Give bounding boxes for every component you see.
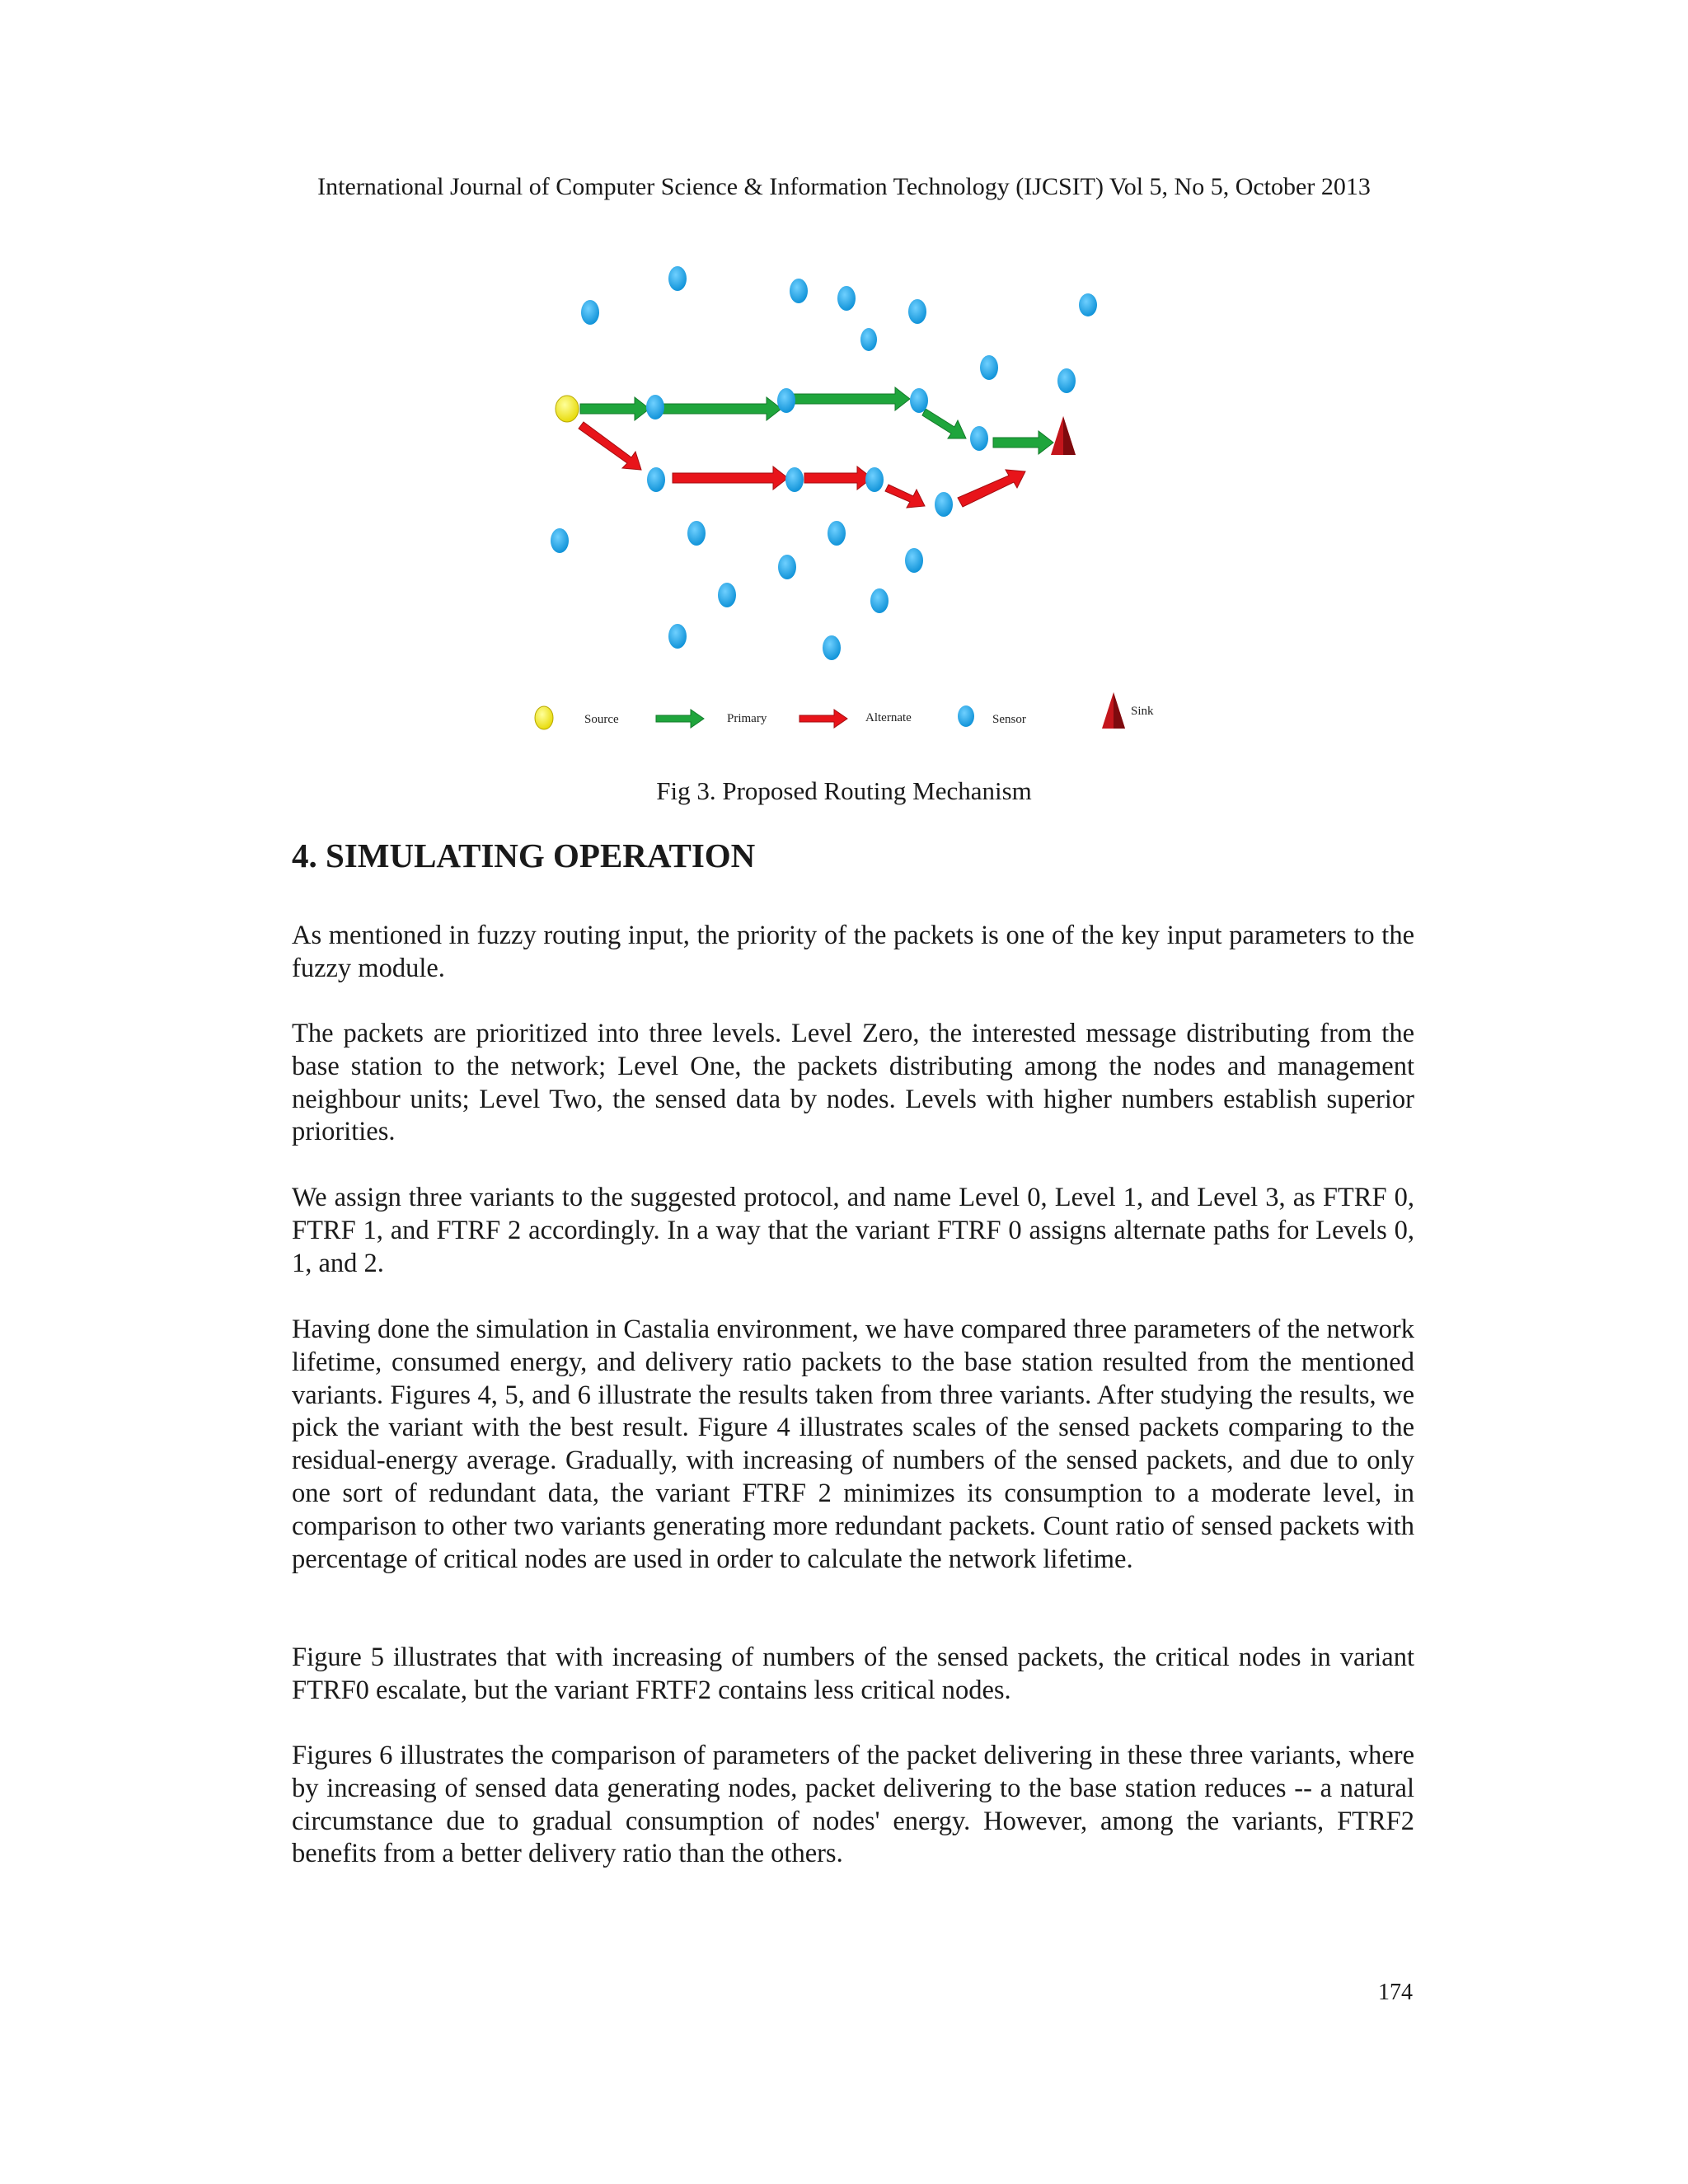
alternate-legend-arrow — [799, 710, 847, 728]
alternate-arrow — [673, 466, 788, 490]
alternate-arrow — [804, 466, 872, 490]
sensor-node — [865, 467, 884, 492]
sensor-node — [646, 395, 664, 419]
page-number: 174 — [1378, 1980, 1413, 2005]
legend-sink-label: Sink — [1131, 705, 1154, 718]
sensor-node — [980, 355, 998, 380]
sensor-node — [551, 528, 569, 553]
journal-header: International Journal of Computer Science & Information Technology (IJCSIT) Vol 5, No 5, October 2013 — [317, 173, 1371, 200]
sensor-node — [790, 279, 808, 303]
sensor-node — [860, 328, 877, 351]
paragraph: As mentioned in fuzzy routing input, the priority of the packets is one of the key input parameters to the fuzzy module. — [292, 921, 1414, 983]
sensor-node — [785, 467, 804, 492]
sensor-node — [668, 266, 687, 291]
sensor-node — [778, 555, 796, 579]
sensor-node — [823, 635, 841, 660]
sensor-node — [647, 467, 665, 492]
paragraph: The packets are prioritized into three levels. Level Zero, the interested message distributing from the base station to the network; Level One, the packets distributing among the nodes and management neighbour units; Level Two, the sensed data by nodes. Levels with higher numbers establish superior priorities. — [292, 1019, 1414, 1147]
alternate-arrow — [579, 422, 641, 470]
paragraph: We assign three variants to the suggested protocol, and name Level 0, Level 1, and Level 3, as FTRF 0, FTRF 1, and FTRF 2 accordingly. In a way that the variant FTRF 0 assigns alternate paths for Levels 0, 1, and 2. — [292, 1183, 1414, 1278]
primary-arrow — [922, 409, 966, 438]
sensor-node — [828, 521, 846, 546]
sensor-node — [910, 388, 928, 413]
alternate-arrow — [958, 470, 1025, 507]
primary-legend-arrow — [656, 710, 704, 728]
routing-mechanism-figure — [511, 247, 1170, 742]
sensor-node — [970, 426, 988, 451]
sensor-node — [1079, 293, 1097, 316]
legend-primary-label: Primary — [727, 712, 767, 725]
sensor-node — [777, 388, 795, 413]
sink-node — [1051, 416, 1076, 455]
sensor-node — [935, 492, 953, 517]
sensor-node — [905, 548, 923, 573]
paragraph: Having done the simulation in Castalia environment, we have compared three parameters of the network lifetime, consumed energy, and delivery ratio packets to the base station resulted from the mentioned variants. Figures 4, 5, and 6 illustrate the results taken from three variants. After studying the results, we pick the variant with the best result. Figure 4 illustrates scales of the sensed packets comparing to the residual-energy average. Gradually, with increasing of numbers of the sensed packets, and due to only one sort of redundant data, the variant FTRF 2 minimizes its consumption to a moderate level, in comparison to other two variants generating more redundant packets. Count ratio of sensed packets with percentage of critical nodes are used in order to calculate the network lifetime. — [292, 1315, 1414, 1574]
sensor-node — [1057, 368, 1076, 393]
primary-arrow — [993, 431, 1053, 454]
sensor-node — [687, 521, 706, 546]
legend-alternate-label: Alternate — [865, 711, 912, 724]
figure-legend — [535, 692, 1154, 729]
legend-sensor-label: Sensor — [992, 713, 1026, 726]
legend-source-label: Source — [584, 713, 619, 726]
sensor-node — [837, 286, 856, 311]
source-legend-icon — [535, 706, 553, 729]
primary-arrow — [663, 397, 781, 420]
sensor-legend-icon — [958, 705, 974, 727]
sensor-node — [668, 624, 687, 649]
sensor-node — [581, 300, 599, 325]
alternate-arrow — [885, 485, 925, 508]
paragraph: Figures 6 illustrates the comparison of parameters of the packet delivering in these three variants, where by increasing of sensed data generating nodes, packet delivering to the base station reduces -- a natural circumstance due to gradual consumption of nodes' energy. However, among the variants, FTRF2 benefits from a better delivery ratio than the others. — [292, 1741, 1414, 1869]
sensor-node — [908, 299, 926, 324]
primary-arrow — [790, 387, 910, 410]
primary-arrow — [580, 397, 649, 420]
sink-legend-icon — [1102, 692, 1125, 729]
section-title: 4. SIMULATING OPERATION — [292, 837, 756, 874]
sensor-node — [718, 583, 736, 607]
source-node — [556, 396, 579, 422]
paragraph: Figure 5 illustrates that with increasing of numbers of the sensed packets, the critical nodes in variant FTRF0 escalate, but the variant FRTF2 contains less critical nodes. — [292, 1643, 1414, 1705]
sensor-node — [870, 588, 889, 613]
figure-caption: Fig 3. Proposed Routing Mechanism — [656, 776, 1032, 805]
